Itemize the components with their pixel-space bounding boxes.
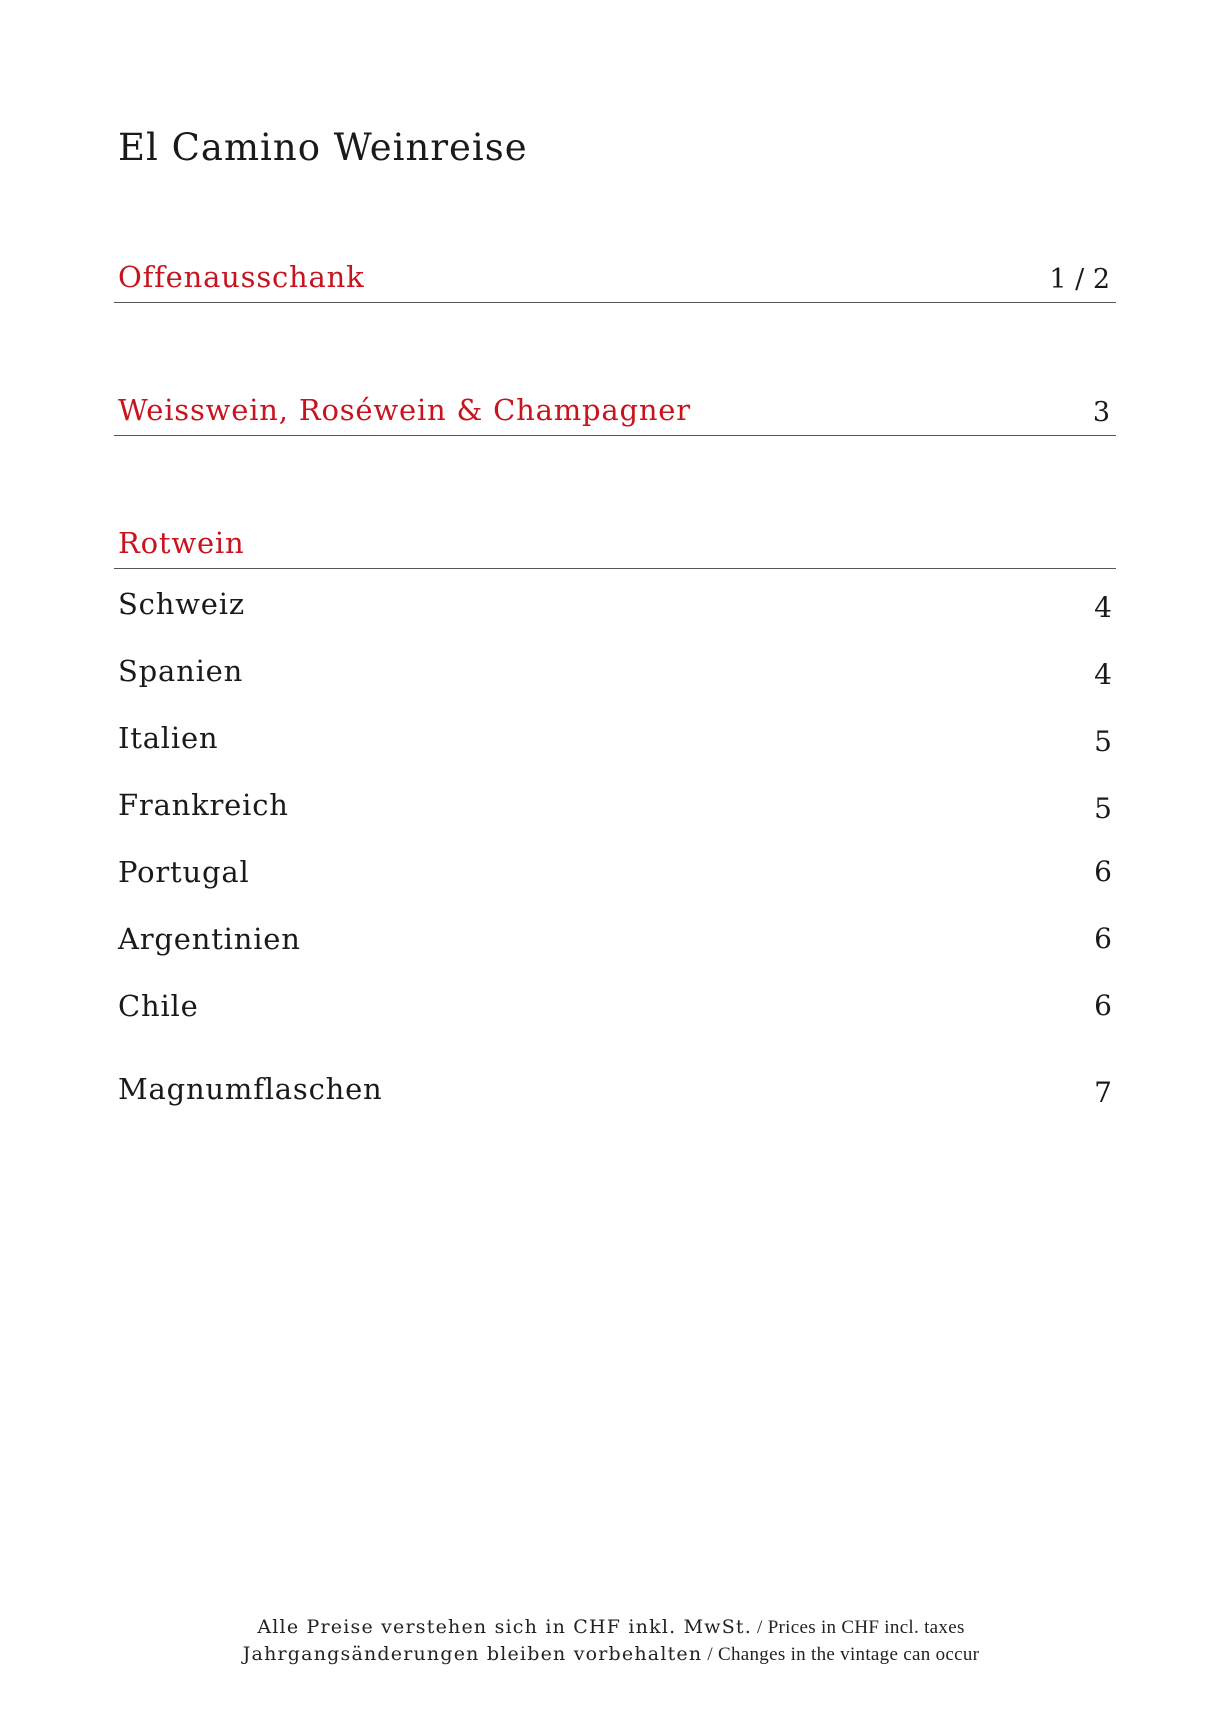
toc-entry-frankreich[interactable] [118, 788, 1112, 832]
footer-prices-en: Prices in CHF incl. taxes [767, 1617, 965, 1638]
footer-line-prices [0, 1614, 1222, 1641]
footer-separator: / [702, 1644, 718, 1665]
section-heading: Offenausschank [118, 260, 365, 295]
toc-entry-page: 5 [1094, 725, 1112, 758]
section-divider [114, 435, 1116, 437]
toc-entry-label: Chile [118, 989, 199, 1023]
toc-entry-label: Argentinien [118, 922, 301, 956]
section-weisswein[interactable] [114, 361, 1116, 431]
section-heading: Rotwein [118, 526, 245, 561]
footer-note [0, 1614, 1222, 1668]
section-page-number: 1 / 2 [1049, 263, 1110, 295]
section-page-number: 3 [1092, 396, 1110, 428]
toc-entry-label: Schweiz [118, 587, 245, 621]
toc-entry-chile[interactable] [118, 989, 1112, 1033]
toc-entry-argentinien[interactable] [118, 922, 1112, 966]
section-heading: Weisswein, Roséwein & Champagner [118, 393, 691, 428]
footer-vintage-de: Jahrgangsänderungen bleiben vorbehalten [242, 1643, 703, 1665]
footer-vintage-en: Changes in the vintage can occur [718, 1644, 980, 1665]
toc-entry-portugal[interactable] [118, 855, 1112, 899]
section-divider [114, 568, 1116, 570]
footer-separator: / [752, 1617, 768, 1638]
section-offenausschank[interactable] [114, 228, 1116, 298]
toc-entry-page: 6 [1094, 855, 1112, 888]
toc-entry-label: Spanien [118, 654, 244, 688]
toc-entry-label: Portugal [118, 855, 250, 889]
toc-entry-page: 4 [1094, 658, 1112, 691]
toc-entry-page: 7 [1094, 1076, 1112, 1109]
toc-entry-page: 6 [1094, 922, 1112, 955]
page-title: El Camino Weinreise [118, 126, 528, 169]
footer-line-vintage [0, 1641, 1222, 1668]
toc-entry-label: Italien [118, 721, 219, 755]
section-divider [114, 302, 1116, 304]
toc-entry-schweiz[interactable] [118, 587, 1112, 631]
section-rotwein [114, 494, 1116, 564]
toc-entry-label: Magnumflaschen [118, 1072, 383, 1106]
toc-entry-page: 4 [1094, 591, 1112, 624]
toc-entry-label: Frankreich [118, 788, 289, 822]
footer-prices-de: Alle Preise verstehen sich in CHF inkl. MwSt. [257, 1616, 752, 1638]
toc-entry-page: 5 [1094, 792, 1112, 825]
toc-entry-page: 6 [1094, 989, 1112, 1022]
toc-entry-italien[interactable] [118, 721, 1112, 765]
toc-entry-magnumflaschen[interactable] [118, 1072, 1112, 1116]
toc-entry-spanien[interactable] [118, 654, 1112, 698]
